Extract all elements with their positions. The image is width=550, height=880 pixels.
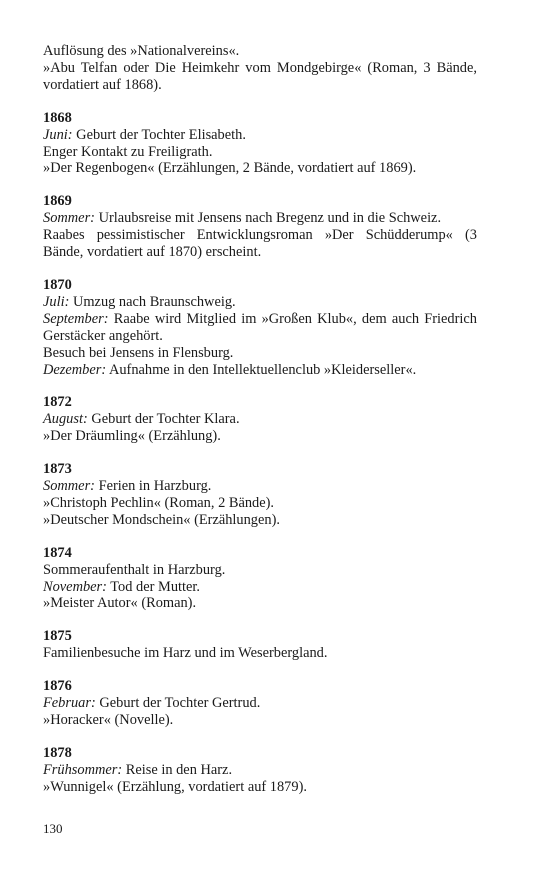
chronology-entry	[43, 745, 477, 796]
entry-month: Juni:	[43, 126, 73, 143]
entry-month: August:	[43, 411, 88, 428]
entry-year: 1878	[43, 744, 72, 761]
entry-line	[43, 127, 477, 144]
entry-line	[43, 645, 477, 662]
chronology-entry	[43, 43, 477, 94]
chronology-entry	[43, 545, 477, 613]
entry-line	[43, 60, 477, 94]
entry-text: »Der Dräumling« (Erzählung).	[43, 428, 221, 445]
entry-line	[43, 210, 477, 227]
entry-line	[43, 595, 477, 612]
entry-line	[43, 362, 477, 379]
entry-year: 1875	[43, 628, 72, 645]
entry-month: Sommer:	[43, 210, 95, 227]
entry-line	[43, 144, 477, 161]
entry-text: Geburt der Tochter Elisabeth.	[72, 126, 246, 143]
entry-line	[43, 160, 477, 177]
chronology-page	[43, 43, 477, 812]
entry-line	[43, 478, 477, 495]
entry-month: Dezember:	[43, 361, 107, 378]
entry-year: 1868	[43, 109, 72, 126]
entry-text: »Wunnigel« (Erzählung, vordatiert auf 1879).	[43, 778, 307, 795]
entry-month: Frühsommer:	[43, 761, 123, 778]
entry-text: Sommeraufenthalt in Harzburg.	[43, 561, 226, 578]
entry-text: Enger Kontakt zu Freiligrath.	[43, 143, 213, 160]
entry-line	[43, 579, 477, 596]
chronology-entry	[43, 193, 477, 261]
entry-line	[43, 495, 477, 512]
entry-month: November:	[43, 578, 107, 595]
entry-line	[43, 345, 477, 362]
entry-text: Geburt der Tochter Klara.	[87, 411, 240, 428]
entry-line	[43, 311, 477, 345]
entry-line	[43, 43, 477, 60]
entry-text: Raabes pessimistischer Entwicklungsroman »Der Schüdderump« (3 Bände, vordatiert auf 1870) erscheint.	[43, 227, 477, 261]
entry-text: »Deutscher Mondschein« (Erzählungen).	[43, 511, 280, 528]
entry-line	[43, 762, 477, 779]
entry-month: Juli:	[43, 293, 70, 310]
entry-text: Auflösung des »Nationalvereins«.	[43, 43, 240, 59]
entry-line	[43, 779, 477, 796]
chronology-entry	[43, 628, 477, 662]
entry-text: Urlaubsreise mit Jensens nach Bregenz und in die Schweiz.	[94, 210, 442, 227]
entry-text: »Abu Telfan oder Die Heimkehr vom Mondgebirge« (Roman, 3 Bände, vordatiert auf 1868).	[43, 59, 477, 93]
entry-year: 1873	[43, 461, 72, 478]
entry-text: Umzug nach Braunschweig.	[69, 293, 236, 310]
entry-text: »Horacker« (Novelle).	[43, 712, 174, 728]
entry-text: »Christoph Pechlin« (Roman, 2 Bände).	[43, 494, 275, 511]
chronology-entry	[43, 678, 477, 729]
page-number: 130	[43, 821, 63, 836]
entry-text: Aufnahme in den Intellektuellenclub »Kleiderseller«.	[106, 361, 417, 378]
entry-year: 1876	[43, 678, 72, 695]
chronology-entry	[43, 110, 477, 178]
entry-text: Ferien in Harzburg.	[94, 478, 212, 495]
entry-text: Familienbesuche im Harz und im Weserbergland.	[43, 645, 328, 662]
entry-text: Reise in den Harz.	[122, 761, 233, 778]
entry-line	[43, 227, 477, 261]
entry-line	[43, 712, 477, 729]
entry-text: »Meister Autor« (Roman).	[43, 595, 197, 612]
chronology-entry	[43, 277, 477, 378]
entry-text: Raabe wird Mitglied im »Großen Klub«, dem auch Friedrich Gerstäcker angehört.	[43, 310, 477, 344]
entry-line	[43, 428, 477, 445]
entry-month: September:	[43, 310, 109, 327]
entry-line	[43, 294, 477, 311]
entry-text: Tod der Mutter.	[106, 578, 200, 595]
entry-year: 1874	[43, 544, 72, 561]
entry-line	[43, 695, 477, 712]
entry-text: Geburt der Tochter Gertrud.	[95, 695, 261, 712]
entry-line	[43, 562, 477, 579]
entry-year: 1869	[43, 193, 72, 210]
entry-year: 1870	[43, 276, 72, 293]
chronology-entry	[43, 461, 477, 529]
entry-month: Februar:	[43, 695, 96, 712]
entry-line	[43, 512, 477, 529]
entry-month: Sommer:	[43, 478, 95, 495]
entry-line	[43, 411, 477, 428]
chronology-entry	[43, 394, 477, 445]
entry-text: Besuch bei Jensens in Flensburg.	[43, 344, 234, 361]
entry-year: 1872	[43, 394, 72, 411]
entry-text: »Der Regenbogen« (Erzählungen, 2 Bände, vordatiert auf 1869).	[43, 160, 417, 177]
